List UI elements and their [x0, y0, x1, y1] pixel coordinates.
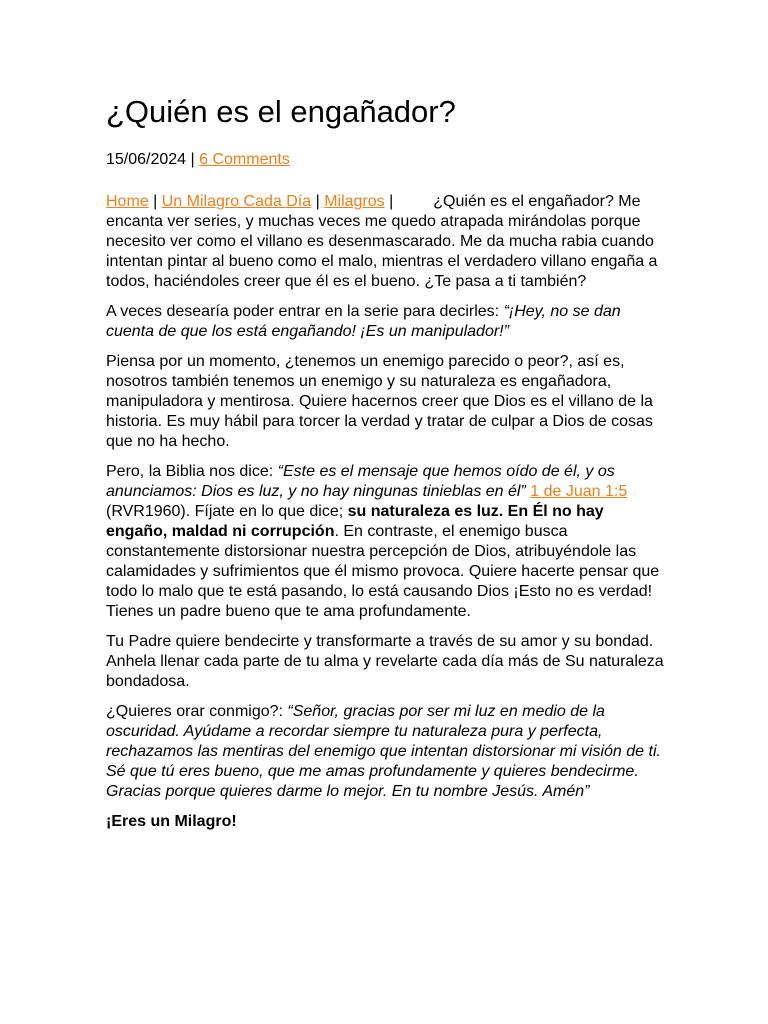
- paragraph-father: Tu Padre quiere bendecirte y transformarte a través de su amor y su bondad. Anhela llenar cada parte de tu alma y revelarte cada día más de Su naturaleza bondadosa.: [106, 633, 664, 690]
- post-meta: [106, 150, 290, 170]
- paragraph-prayer: [106, 702, 666, 802]
- breadcrumb-separator: |: [311, 193, 325, 210]
- closing-text: ¡Eres un Milagro!: [106, 813, 237, 830]
- paragraph-series: [106, 302, 666, 342]
- paragraph-text: ¿Quieres orar conmigo?:: [106, 703, 288, 720]
- paragraph-text: (RVR1960). Fíjate en lo que dice;: [106, 503, 348, 520]
- paragraph-text: . En contraste, el enemigo busca constantemente distorsionar nuestra percepción de Dios, atribuyéndole las calamidades y sufrimientos que él mismo provoca. Quiere hacerte pensar que todo lo malo que te está pasando, lo está causando Dios ¡Esto no es verdad! Tienes un padre bueno que te ama profundamente.: [106, 523, 660, 620]
- breadcrumb-current: ¿Quién es el engañador?: [433, 193, 614, 210]
- closing-line: [106, 812, 666, 832]
- paragraph-enemy: Piensa por un momento, ¿tenemos un enemigo parecido o peor?, así es, nosotros también tenemos un enemigo y su naturaleza es engañadora, manipuladora y mentirosa. Quiere hacernos creer que Dios es el villano de la historia. Es muy hábil para torcer la verdad y tratar de culpar a Dios de cosas que no ha hecho.: [106, 353, 653, 450]
- breadcrumb-subcategory-link[interactable]: Milagros: [324, 193, 385, 210]
- bold-statement: su naturaleza es luz. En Él no hay engaño, maldad ni corrupción: [106, 503, 604, 540]
- page-title: ¿Quién es el engañador?: [106, 94, 456, 129]
- paragraph-text: A veces desearía poder entrar en la serie para decirles:: [106, 303, 504, 320]
- meta-separator: |: [186, 151, 200, 168]
- bible-quote: “Este es el mensaje que hemos oído de él, y os anunciamos: Dios es luz, y no hay ningunas tinieblas en él”: [106, 463, 615, 500]
- quote-text: “¡Hey, no se dan cuenta de que los está engañando! ¡Es un manipulador!”: [106, 303, 621, 340]
- paragraph-text: Me encanta ver series, y muchas veces me quedo atrapada mirándolas porque necesito ver como el villano es desenmascarado. Me da mucha rabia cuando intentan pintar al bueno como el malo, mientras el verdadero villano engaña a todos, haciéndoles creer que él es el bueno. ¿Te pasa a ti también?: [106, 193, 658, 290]
- breadcrumb-home-link[interactable]: Home: [106, 193, 149, 210]
- bible-reference-link[interactable]: 1 de Juan 1:5: [530, 483, 628, 500]
- paragraph-intro: [106, 192, 666, 292]
- breadcrumb-separator: |: [384, 193, 394, 210]
- breadcrumb-category-link[interactable]: Un Milagro Cada Día: [161, 193, 312, 210]
- article-body: [106, 192, 666, 842]
- paragraph-bible: [106, 462, 666, 622]
- breadcrumb-separator: |: [148, 193, 162, 210]
- comments-link[interactable]: 6 Comments: [199, 151, 290, 168]
- prayer-quote: “Señor, gracias por ser mi luz en medio de la oscuridad. Ayúdame a recordar siempre tu naturaleza pura y perfecta, rechazamos las mentiras del enemigo que intentan distorsionar mi visión de ti. Sé que tú eres bueno, que me amas profundamente y quieres bendecirme. Gracias porque quieres darme lo mejor. En tu nombre Jesús. Amén”: [106, 703, 661, 800]
- post-date: 15/06/2024: [106, 151, 187, 168]
- paragraph-text: Pero, la Biblia nos dice:: [106, 463, 278, 480]
